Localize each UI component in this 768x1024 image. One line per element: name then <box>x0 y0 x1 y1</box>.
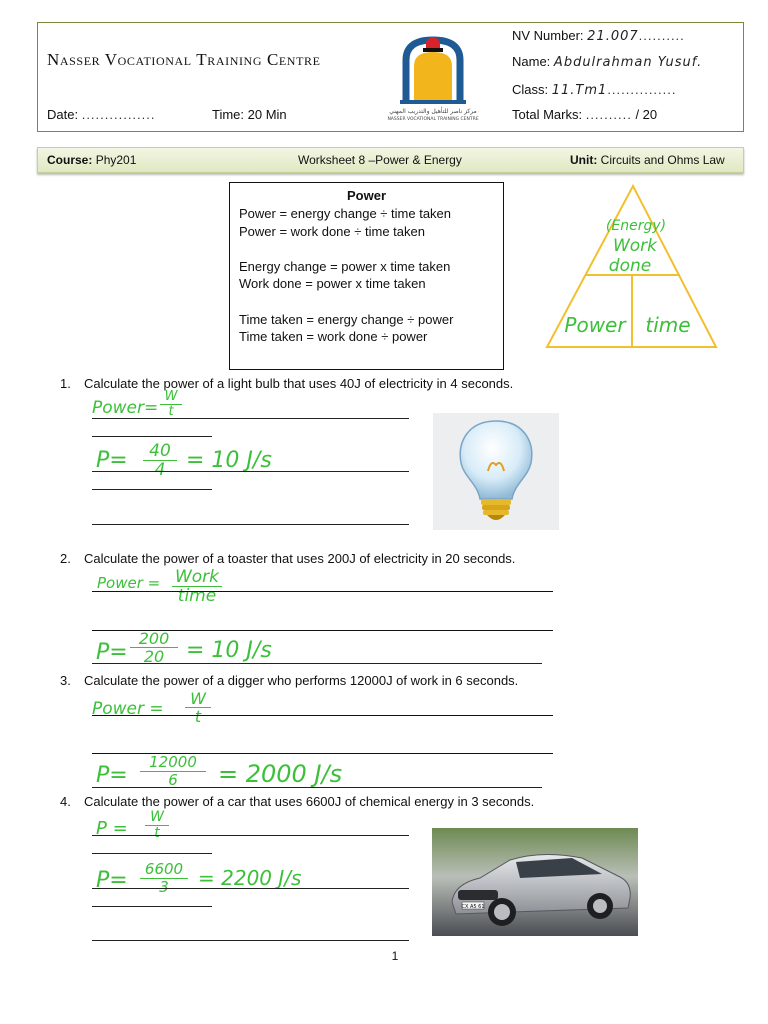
question-number: 2. <box>60 551 71 566</box>
date-field: Date: ................ <box>47 107 156 122</box>
answer-1-fraction-2: 40 4 <box>143 442 177 479</box>
answer-1-work: P= <box>96 448 128 473</box>
nvtc-logo <box>368 28 498 123</box>
answer-line <box>92 489 212 490</box>
course-label: Course: Phy201 <box>47 153 137 167</box>
course-bar <box>37 147 744 173</box>
power-triangle <box>540 180 725 355</box>
formula-line: Work done = power x time taken <box>239 276 426 291</box>
formula-line: Time taken = work done ÷ power <box>239 329 428 344</box>
centre-name: Nasser Vocational Training Centre <box>47 50 321 69</box>
answer-line <box>92 471 409 472</box>
triangle-work: Work <box>612 236 658 256</box>
name-field: Name: Abdulrahman Yusuf. <box>512 54 703 70</box>
answer-line <box>92 591 553 592</box>
answer-3-fraction-2: 12000 6 <box>140 754 206 789</box>
answer-4-fraction-2: 6600 3 <box>140 861 188 896</box>
answer-2-fraction: Work time <box>172 568 222 605</box>
logo-english-text: NASSER VOCATIONAL TRAINING CENTRE <box>387 117 479 122</box>
answer-3-formula: Power = <box>92 699 164 719</box>
answer-2-fraction-2: 200 20 <box>130 630 178 665</box>
question-text: Calculate the power of a light bulb that uses 40J of electricity in 4 seconds. <box>84 376 514 391</box>
logo-arabic-text: مركز ناصر للتأهيل والتدريب المهني <box>389 108 477 115</box>
answer-line <box>92 888 409 889</box>
worksheet-title: Worksheet 8 –Power & Energy <box>298 153 462 167</box>
answer-line <box>92 906 212 907</box>
answer-2-result: = 10 J/s <box>186 638 272 663</box>
triangle-time: time <box>645 313 691 337</box>
answer-line <box>92 787 542 788</box>
triangle-done: done <box>608 256 652 276</box>
answer-line <box>92 418 409 419</box>
class-field: Class: 11.Tm1............... <box>512 82 677 98</box>
nv-number-field: NV Number: 21.007.......... <box>512 28 685 44</box>
answer-1-formula: Power= <box>92 398 159 418</box>
answer-line <box>92 663 542 664</box>
answer-line <box>92 853 212 854</box>
question-number: 4. <box>60 794 71 809</box>
answer-line <box>92 715 553 716</box>
question-number: 3. <box>60 673 71 688</box>
question-number: 1. <box>60 376 71 391</box>
answer-line <box>92 524 409 525</box>
question-text: Calculate the power of a digger who performs 12000J of work in 6 seconds. <box>84 673 519 688</box>
car-image <box>432 828 638 936</box>
answer-2-work: P= <box>96 640 128 665</box>
car-plate: CX A5 61 <box>461 904 485 910</box>
answer-3-result: = 2000 J/s <box>218 760 343 788</box>
question-text: Calculate the power of a car that uses 6600J of chemical energy in 3 seconds. <box>84 794 535 809</box>
formula-box <box>229 182 504 370</box>
formula-line: Time taken = energy change ÷ power <box>239 312 454 327</box>
answer-line <box>92 835 409 836</box>
answer-2-formula: Power = <box>97 574 161 592</box>
answer-line <box>92 940 409 941</box>
light-bulb-image <box>433 413 559 530</box>
formula-line: Energy change = power x time taken <box>239 259 451 274</box>
unit-label: Unit: Circuits and Ohms Law <box>570 153 725 167</box>
answer-4-work: P= <box>96 868 128 893</box>
answer-4-fraction: W t <box>145 810 169 841</box>
triangle-power: Power <box>564 313 626 337</box>
page-number: 1 <box>391 949 399 963</box>
formula-line: Power = work done ÷ time taken <box>239 224 425 239</box>
triangle-energy: (Energy) <box>605 218 667 234</box>
answer-4-result: = 2200 J/s <box>198 866 302 890</box>
formula-title: Power <box>346 188 386 203</box>
time-field: Time: 20 Min <box>212 107 287 122</box>
answer-1-result: = 10 J/s <box>186 448 272 473</box>
answer-line <box>92 436 212 437</box>
answer-1-fraction: W t <box>160 390 182 419</box>
answer-3-fraction: W t <box>185 690 211 725</box>
total-marks-field: Total Marks: .......... / 20 <box>512 107 658 122</box>
answer-4-formula: P = <box>96 818 128 839</box>
formula-line: Power = energy change ÷ time taken <box>239 206 452 221</box>
question-text: Calculate the power of a toaster that uses 200J of electricity in 20 seconds. <box>84 551 516 566</box>
answer-3-work: P= <box>96 763 128 788</box>
